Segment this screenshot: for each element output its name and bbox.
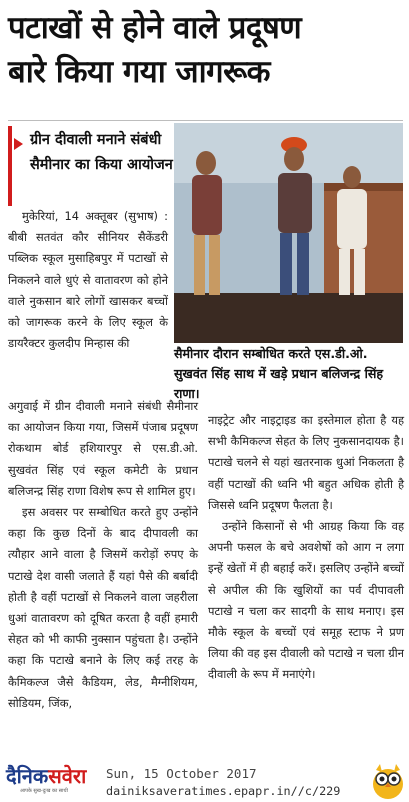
body-paragraph-1-end: अगुवाई में ग्रीन दीवाली मनाने संबंधी सैमीनार का आयोजन किया गया, जिसमें पंजाब प्रदूषण रोकथाम बोर्ड हशियारपुर से एस.डी.ओ. सुखवंत सिंह एवं स्कूल कमेटी के प्रधान बलिजन्द्र सिंह राणा विशेष रूप से शामिल हुए। [8,399,198,498]
body-paragraph-1-start: मुकेरियां, 14 अक्तूबर (सुभाष) : बीबी सतवंत कौर सीनियर सैकेंडरी पब्लिक स्कूल मुसाहिबपुर में पटाखों से निकलने वाले धुएं से वातावरण को होने वाले नुकसान बारे लोगों खासकर बच्चों को जागरूक करने के लिए स्कूल के डायरैक्टर कुलदीप मिन्हास की [8,209,168,351]
body-paragraph-2: इस अवसर पर सम्बोधित करते हुए उन्होंने कहा कि कुछ दिनों के बाद दीपावली का त्यौहार आने वाला है जिसमें करोड़ों रुपए के पटाखे देश वासी जलाते हैं यहां पैसे की बर्बादी होती है वहीं पटाखों से निकलने वाला जहरीला धुआं वातावरण को दूषित करता है वहीं हमारी सेहत को भी काफी नुक्सान पहुंचता है। उन्होंने कहा कि पटाखे बनाने के लिए कई तरह के कैमिकल्ज जैसे कैडियम, लेड, मैग्नीशियम, सोडियम, जिंक, [8,505,198,710]
photo-caption: सैमीनार दौरान सम्बोधित करते एस.डी.ओ. सुखवंत सिंह साथ में खड़े प्रधान बलिजन्द्र सिंह राणा। [174,344,403,404]
footer [0,760,409,802]
epaper-url[interactable]: dainiksaveratimes.epapr.in//c/229 [106,784,341,798]
newspaper-logo [6,762,86,789]
headline-line-2: बारे किया गया जागरूक [8,54,270,90]
body-paragraph-3: नाइट्रेट और नाइट्राइड का इस्तेमाल होता है यह सभी कैमिकल्ज सेहत के लिए नुकसानदायक है। पटाखे चलने से यहां खतरनाक धुआं निकलता है वहीं पटाखों की ध्वनि भी बहुत अधिक होती है जिससे ध्वनि प्रदूषण फैलता है। [208,413,404,512]
publication-date: Sun, 15 October 2017 [106,766,257,781]
headline [8,6,403,94]
photo-seminar-speakers [174,123,403,343]
subheadline: ग्रीन दीवाली मनाने संबंधी सैमीनार का किया आयोजन [30,132,173,173]
logo-text-dainik: दैनिक [6,764,49,788]
body-paragraph-4: उन्होंने किसानों से भी आग्रह किया कि वह अपनी फसल के बचे अवशेषों को आग न लगा इन्हें खेतों में ही बहाई करें। इसलिए उन्होंने बच्चों से अपील की कि खुशियों का पर्व दीपावली पटाखे न चला कर सादगी के साथ मनाए। इस मौके स्कूल के बच्चों एवं समूह स्टाफ ने प्रण लिया की वह इस दीवाली को पटाखे न चला ग्रीन दीवाली के रूप में मनाएंगे। [208,519,404,682]
arrow-icon [14,138,23,150]
body-column-1 [8,396,198,714]
headline-line-1: पटाखों से होने वाले प्रदूषण [8,10,302,46]
logo-tagline: आपके सुख-दुःख का साथी [20,788,68,794]
logo-text-savera: सवेरा [48,764,87,788]
body-column-1-top [8,206,168,354]
body-column-2 [208,410,404,686]
divider [8,120,403,121]
article-photo [174,123,403,343]
owl-icon [370,762,406,800]
